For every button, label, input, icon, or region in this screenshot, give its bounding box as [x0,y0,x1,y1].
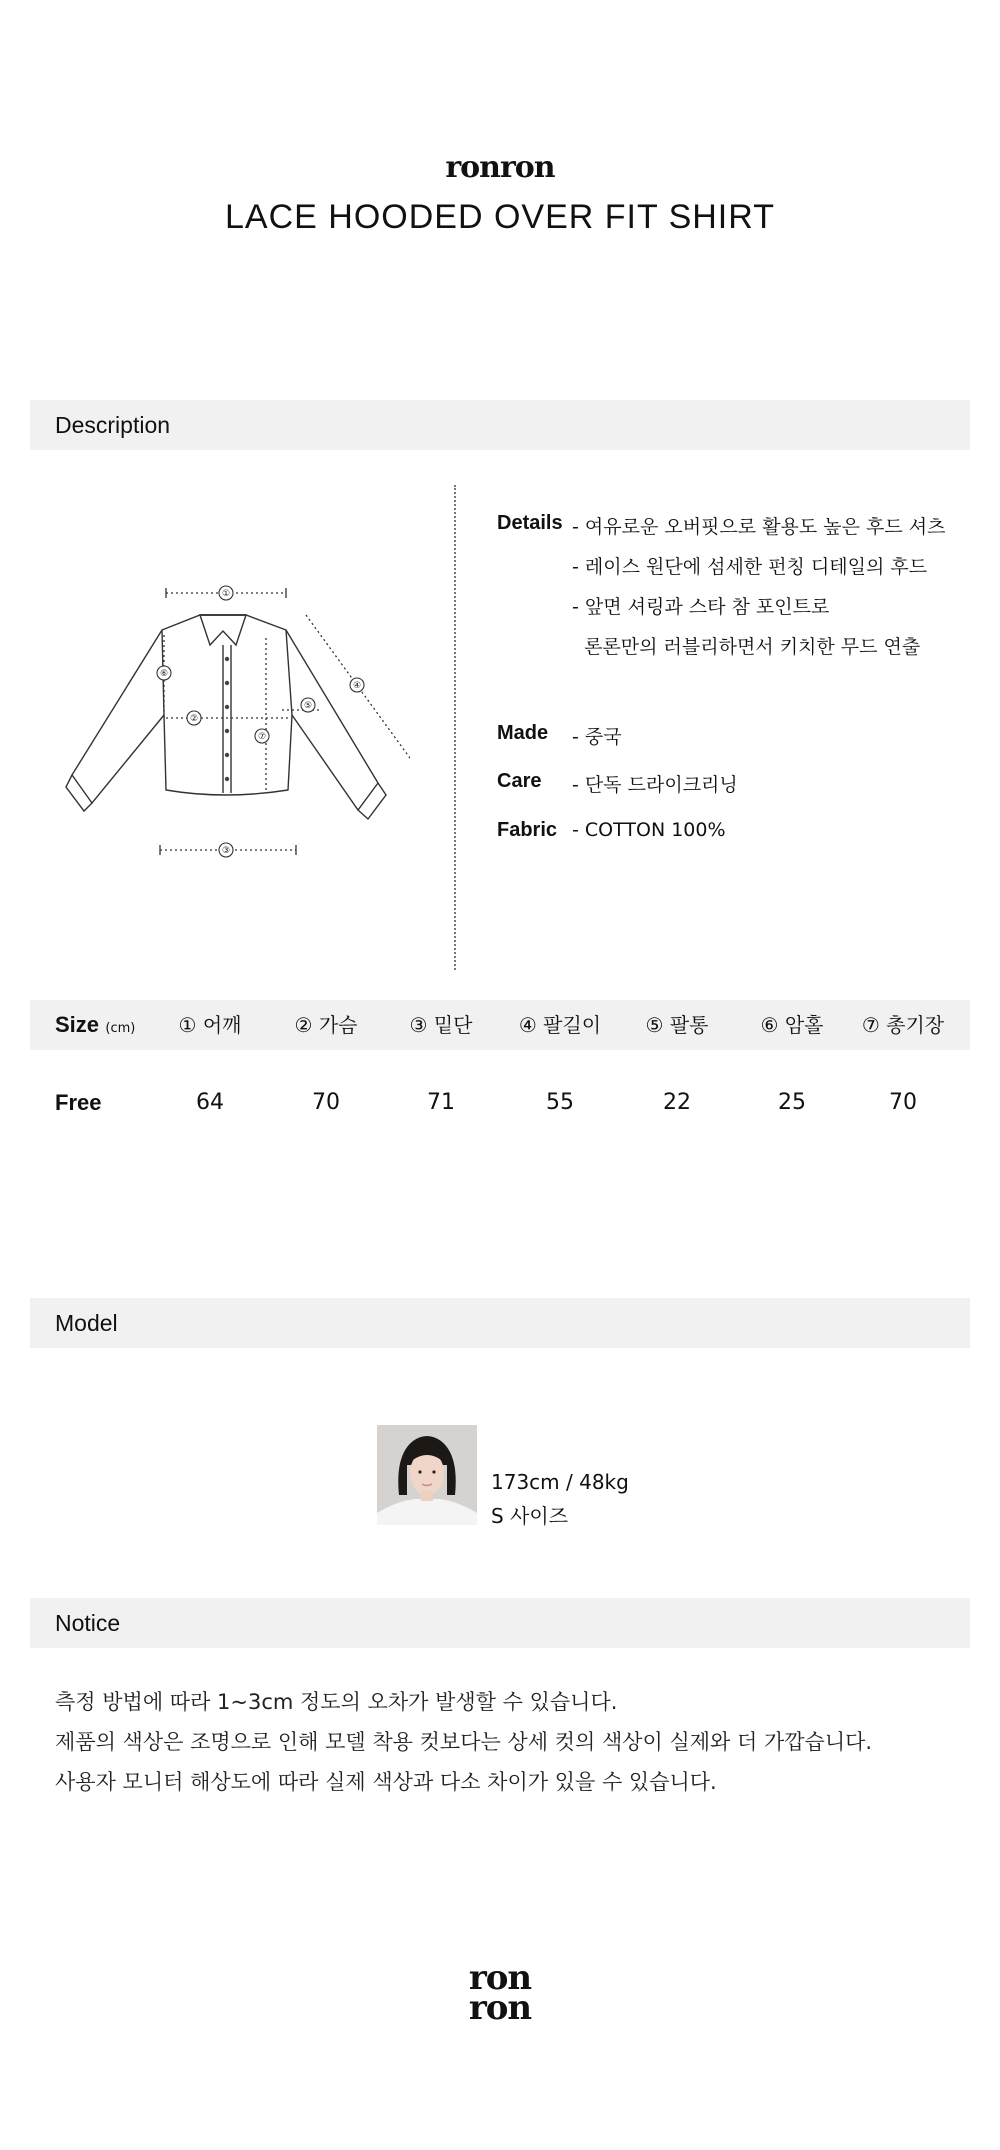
product-title: LACE HOODED OVER FIT SHIRT [225,198,775,236]
column-shoulder: ① 어깨 [178,1013,242,1037]
fabric-label: Fabric [497,819,558,841]
size-label: Size [55,1012,100,1037]
details-line-4: 론론만의 러블리하면서 키치한 무드 연출 [572,636,921,658]
size-column-header [55,1000,135,1054]
marker-4: ④ [352,681,362,691]
value-armhole: 25 [778,1090,806,1115]
details-line-2: - 레이스 원단에 섬세한 펀칭 디테일의 후드 [572,556,928,578]
notice-line-2: 제품의 색상은 조명으로 인해 모델 착용 컷보다는 상세 컷의 색상이 실제와 더 가깝습니다. [55,1730,873,1754]
notice-header [30,1598,970,1648]
column-sleeve-length: ④ 팔길이 [518,1013,602,1037]
marker-6: ⑥ [159,669,169,679]
details-line-1: - 여유로운 오버핏으로 활용도 높은 후드 셔츠 [572,516,946,538]
shirt-measurement-diagram [60,575,410,875]
marker-7: ⑦ [257,732,267,742]
model-title: Model [55,1310,118,1336]
details-line-3: - 앞면 셔링과 스타 참 포인트로 [572,596,830,618]
value-total-length: 70 [889,1090,917,1115]
model-portrait-image [377,1425,477,1525]
value-hem: 71 [427,1090,455,1115]
size-unit: (cm) [105,1021,136,1036]
value-chest: 70 [312,1090,340,1115]
made-label: Made [497,722,549,744]
description-title: Description [55,412,171,438]
care-value: - 단독 드라이크리닝 [572,774,738,796]
made-value: - 중국 [572,726,622,748]
marker-5: ⑤ [303,701,313,711]
brand-logo-line-2: ron [468,1988,532,2028]
column-sleeve-width: ⑤ 팔통 [645,1013,709,1037]
value-sleeve-width: 22 [663,1090,691,1115]
details-label: Details [497,512,563,534]
row-size: Free [55,1090,102,1115]
notice-line-3: 사용자 모니터 해상도에 따라 실제 색상과 다소 차이가 있을 수 있습니다. [55,1770,717,1794]
model-size: S 사이즈 [491,1504,569,1528]
description-divider [454,485,456,970]
model-stats: 173cm / 48kg [491,1470,629,1494]
notice-title: Notice [55,1610,121,1636]
marker-1: ① [221,589,231,599]
table-row [30,1090,970,1130]
value-shoulder: 64 [196,1090,224,1115]
brand-logo-bottom [0,1958,1000,2028]
value-sleeve-length: 55 [546,1090,574,1115]
size-table-header [30,1000,970,1050]
notice-line-1: 측정 방법에 따라 1~3cm 정도의 오차가 발생할 수 있습니다. [55,1690,618,1714]
model-header [30,1298,970,1348]
model-photo [377,1425,477,1525]
care-label: Care [497,770,542,792]
column-hem: ③ 밑단 [409,1013,473,1037]
column-chest: ② 가슴 [294,1013,358,1037]
fabric-value: - COTTON 100% [572,819,726,841]
column-total-length: ⑦ 총기장 [861,1013,945,1037]
marker-3: ③ [221,846,231,856]
description-header [30,400,970,450]
brand-logo-line-1: ron [468,1958,532,1998]
brand-logo-top: ronron [445,150,555,185]
marker-2: ② [189,714,199,724]
column-armhole: ⑥ 암홀 [760,1013,824,1037]
